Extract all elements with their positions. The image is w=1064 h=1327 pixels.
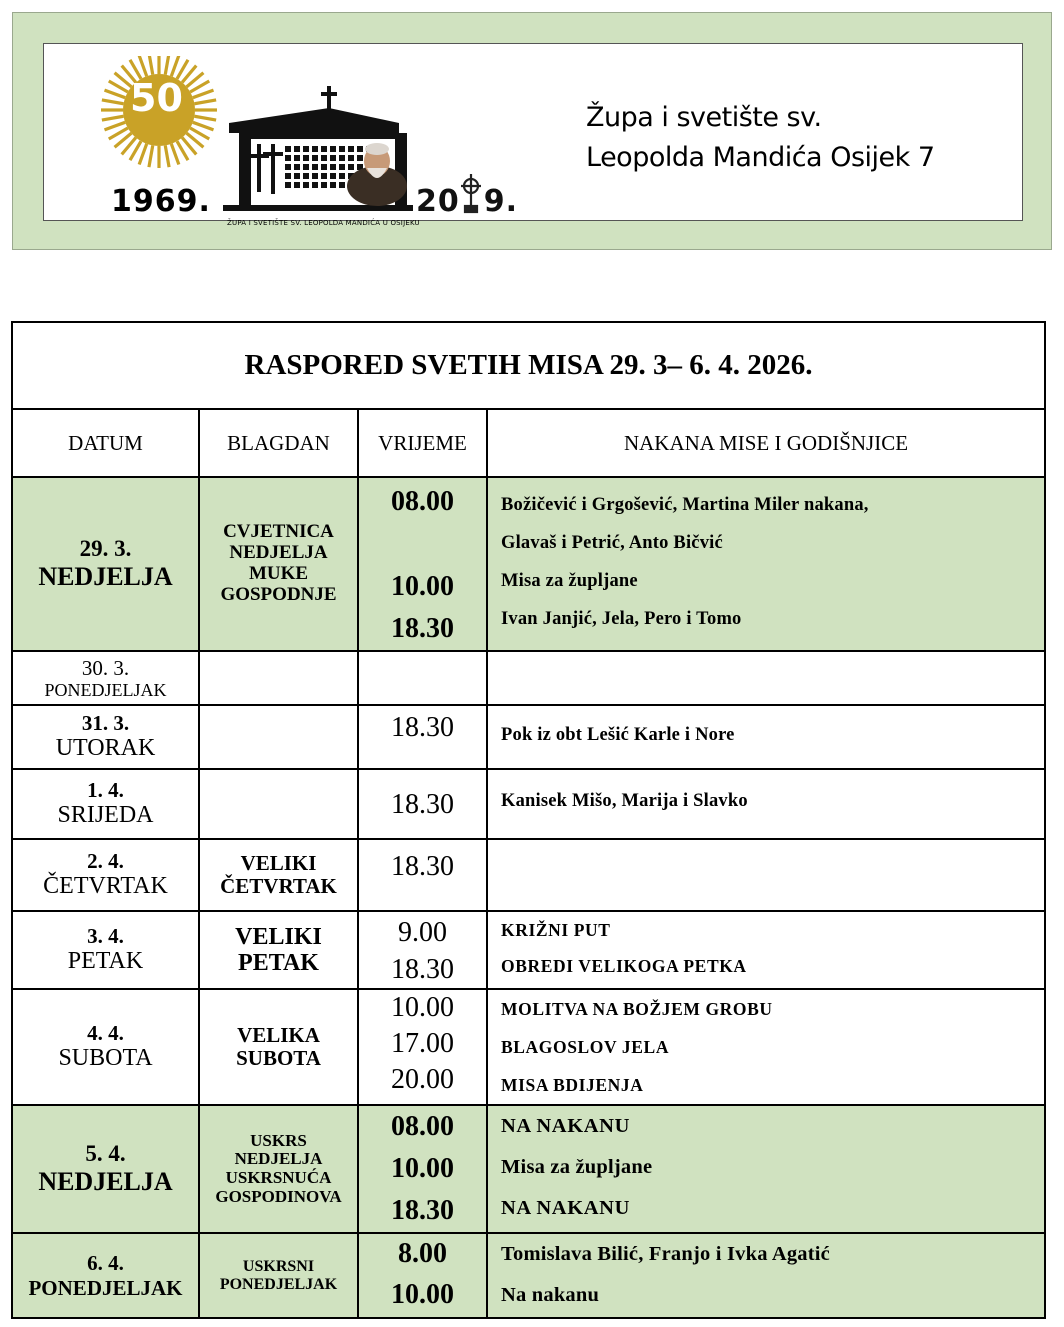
sun-ray — [149, 56, 153, 75]
sun-ray — [171, 144, 179, 165]
church-window — [339, 146, 345, 152]
day-name: SRIJEDA — [57, 802, 154, 829]
church-window — [330, 164, 336, 170]
time-cell — [358, 1233, 487, 1318]
date-value: 5. 4. — [85, 1140, 126, 1166]
intention-cell — [487, 1233, 1045, 1318]
date-value: 4. 4. — [87, 1021, 124, 1046]
sun-ray — [102, 116, 124, 120]
church-window — [294, 164, 300, 170]
intention-cell — [487, 705, 1045, 769]
feast-line: VELIKI — [235, 923, 322, 950]
intention-line: Tomislava Bilić, Franjo i Ivka Agatić — [501, 1243, 830, 1265]
intention-cell — [487, 839, 1045, 911]
church-window — [330, 173, 336, 179]
feast-line: SUBOTA — [236, 1046, 321, 1070]
mass-time: 18.30 — [391, 613, 454, 644]
table-row — [12, 989, 1045, 1105]
intention-line: Ivan Janjić, Jela, Pero i Tomo — [501, 609, 742, 629]
intention-line: OBREDI VELIKOGA PETKA — [501, 956, 747, 976]
mass-time: 18.30 — [391, 712, 454, 743]
mass-time: 9.00 — [398, 917, 447, 948]
date-value: 1. 4. — [87, 778, 124, 803]
church-window — [294, 155, 300, 161]
church-window — [321, 173, 327, 179]
date-value: 31. 3. — [81, 711, 130, 736]
church-window — [321, 164, 327, 170]
church-window — [303, 155, 309, 161]
church-window — [321, 146, 327, 152]
mass-time: 18.30 — [391, 789, 454, 820]
sun-ray — [171, 56, 179, 76]
feast-cell — [199, 769, 358, 839]
intention-cell — [487, 477, 1045, 651]
church-window — [285, 146, 291, 152]
intention-line: NA NAKANU — [501, 1115, 630, 1137]
intention-line: Kanisek Mišo, Marija i Slavko — [501, 791, 748, 811]
mass-time: 8.00 — [398, 1238, 447, 1269]
church-window — [339, 155, 345, 161]
intention-line: Misa za župljane — [501, 571, 638, 591]
sun-ray — [104, 122, 125, 130]
feast-line: VELIKI — [240, 850, 317, 875]
date-cell — [12, 769, 199, 839]
mass-schedule-table — [11, 321, 1046, 1319]
day-name: PONEDJELJAK — [28, 1275, 183, 1300]
header-panel — [43, 43, 1023, 227]
date-cell — [12, 1105, 199, 1233]
table-row — [12, 769, 1045, 839]
table-header-row — [12, 409, 1045, 477]
church-window — [348, 146, 354, 152]
table-row — [12, 1105, 1045, 1233]
date-value: 29. 3. — [79, 535, 132, 561]
church-window — [285, 173, 291, 179]
date-cell — [12, 1233, 199, 1318]
church-window — [312, 155, 318, 161]
table-row — [12, 911, 1045, 989]
time-cell — [358, 839, 487, 911]
date-value: 30. 3. — [81, 655, 130, 680]
time-cell — [358, 911, 487, 989]
mass-time: 10.00 — [391, 1279, 454, 1310]
intention-line: Glavaš i Petrić, Anto Bičvić — [501, 533, 723, 553]
time-cell — [358, 477, 487, 651]
intention-cell — [487, 651, 1045, 705]
sun-ray — [165, 145, 169, 167]
church-window — [339, 182, 345, 188]
day-name: PONEDJELJAK — [44, 679, 167, 700]
mass-time: 10.00 — [391, 571, 454, 602]
column-header-feast: BLAGDAN — [199, 409, 358, 477]
day-name: PETAK — [67, 948, 144, 975]
mass-time: 20.00 — [391, 1064, 454, 1095]
intention-line: NA NAKANU — [501, 1197, 630, 1219]
feast-line: PONEDJELJAK — [219, 1275, 338, 1293]
church-window — [321, 182, 327, 188]
anniversary-year-text: 20 9. — [416, 184, 519, 219]
intention-line: MISA BDIJENJA — [501, 1075, 644, 1095]
sun-ray — [194, 116, 216, 120]
column-header-intention: NAKANA MISE I GODIŠNJICE — [487, 409, 1045, 477]
church-window — [285, 155, 291, 161]
table-title-row — [12, 322, 1045, 409]
feast-cell — [199, 989, 358, 1105]
header-banner — [12, 12, 1052, 250]
table-row — [12, 839, 1045, 911]
table-row — [12, 1233, 1045, 1318]
date-cell — [12, 477, 199, 651]
sun-ray — [102, 100, 124, 104]
church-window — [303, 164, 309, 170]
column-header-date: DATUM — [12, 409, 199, 477]
table-row — [12, 477, 1045, 651]
parish-logo: 50 1969. 20 9. ŽUPA I SVETIŠTE SV. LEOPOLDA MANDIĆA U OSIJEKU — [99, 56, 529, 216]
date-cell — [12, 989, 199, 1105]
feast-line: PETAK — [238, 950, 319, 976]
church-window — [339, 173, 345, 179]
church-window — [303, 173, 309, 179]
intention-cell — [487, 911, 1045, 989]
time-cell — [358, 769, 487, 839]
feast-line: CVJETNICA — [223, 521, 334, 543]
church-window — [303, 146, 309, 152]
feast-line: NEDJELJA — [229, 542, 328, 564]
church-window — [339, 164, 345, 170]
parish-name-line2: Leopolda Mandića Osijek 7 — [586, 142, 935, 173]
feast-line: USKRSNUĆA — [225, 1168, 332, 1187]
church-window — [294, 182, 300, 188]
intention-line: Na nakanu — [501, 1284, 600, 1306]
church-window — [303, 182, 309, 188]
church-window — [330, 146, 336, 152]
logo-caption: ŽUPA I SVETIŠTE SV. LEOPOLDA MANDIĆA U OSIJEKU — [227, 219, 420, 227]
date-cell — [12, 651, 199, 705]
date-cell — [12, 839, 199, 911]
table-row — [12, 705, 1045, 769]
sun-ray — [165, 56, 169, 75]
date-value: 6. 4. — [87, 1251, 124, 1276]
feast-line: USKRS — [250, 1130, 307, 1150]
schedule-title: RASPORED SVETIH MISA 29. 3– 6. 4. 2026. — [12, 322, 1045, 409]
mass-time: 08.00 — [391, 486, 454, 517]
time-cell — [358, 1105, 487, 1233]
sun-ray — [139, 56, 147, 76]
mass-time: 10.00 — [391, 992, 454, 1023]
church-window — [330, 155, 336, 161]
mass-time — [359, 522, 486, 566]
church-window — [285, 164, 291, 170]
parish-name-line1: Župa i svetište sv. — [586, 102, 822, 133]
church-window — [312, 173, 318, 179]
day-name: UTORAK — [55, 735, 156, 762]
sun-ray — [193, 90, 214, 98]
column-header-time: VRIJEME — [358, 409, 487, 477]
sun-ray — [194, 100, 216, 104]
founding-year: 1969. — [111, 184, 211, 219]
day-name: NEDJELJA — [38, 562, 173, 592]
church-window — [285, 182, 291, 188]
time-cell — [358, 651, 487, 705]
intention-line: Božičević i Grgošević, Martina Miler nakana, — [501, 495, 869, 515]
church-window — [348, 155, 354, 161]
church-window — [294, 173, 300, 179]
feast-cell — [199, 911, 358, 989]
feast-line: NEDJELJA — [234, 1149, 323, 1169]
mass-time: 18.30 — [391, 851, 454, 882]
feast-line: GOSPODINOVA — [215, 1186, 342, 1206]
intention-cell — [487, 769, 1045, 839]
time-cell — [358, 705, 487, 769]
day-name: SUBOTA — [58, 1045, 153, 1072]
intention-line: Pok iz obt Lešić Karle i Nore — [501, 725, 735, 745]
intention-line: Misa za župljane — [501, 1156, 653, 1178]
date-cell — [12, 911, 199, 989]
church-window — [357, 146, 363, 152]
church-window — [312, 182, 318, 188]
date-value: 2. 4. — [87, 849, 124, 874]
intention-cell — [487, 1105, 1045, 1233]
sun-ray — [139, 144, 147, 165]
date-cell — [12, 705, 199, 769]
feast-line: VELIKA — [237, 1022, 320, 1047]
table-row — [12, 651, 1045, 705]
feast-cell — [199, 1233, 358, 1318]
mass-time: 17.00 — [391, 1028, 454, 1059]
mass-time: 18.30 — [391, 1195, 454, 1226]
feast-line: ČETVRTAK — [220, 874, 337, 898]
church-window — [294, 146, 300, 152]
church-window — [312, 164, 318, 170]
feast-cell — [199, 651, 358, 705]
feast-cell — [199, 705, 358, 769]
intention-line: MOLITVA NA BOŽJEM GROBU — [501, 999, 773, 1019]
church-window — [321, 155, 327, 161]
sun-ray — [104, 90, 125, 98]
feast-cell — [199, 477, 358, 651]
day-name: ČETVRTAK — [43, 873, 168, 900]
feast-line: GOSPODNJE — [220, 583, 337, 605]
feast-cell — [199, 839, 358, 911]
intention-line: KRIŽNI PUT — [501, 920, 611, 940]
sun-ray — [149, 145, 153, 167]
feast-line: USKRSNI — [242, 1257, 315, 1275]
time-cell — [358, 989, 487, 1105]
church-window — [357, 155, 363, 161]
date-value: 3. 4. — [87, 924, 124, 949]
intention-line: BLAGOSLOV JELA — [501, 1037, 670, 1057]
mass-time: 10.00 — [391, 1153, 454, 1184]
feast-cell — [199, 1105, 358, 1233]
parish-name — [586, 98, 935, 178]
mass-time: 08.00 — [391, 1111, 454, 1142]
church-window — [330, 182, 336, 188]
church-window — [348, 164, 354, 170]
sun-ray — [193, 122, 214, 130]
anniversary-year — [416, 184, 518, 219]
mass-time: 18.30 — [391, 954, 454, 985]
church-window — [312, 146, 318, 152]
day-name: NEDJELJA — [38, 1167, 173, 1197]
feast-line: MUKE — [248, 563, 309, 584]
intention-cell — [487, 989, 1045, 1105]
